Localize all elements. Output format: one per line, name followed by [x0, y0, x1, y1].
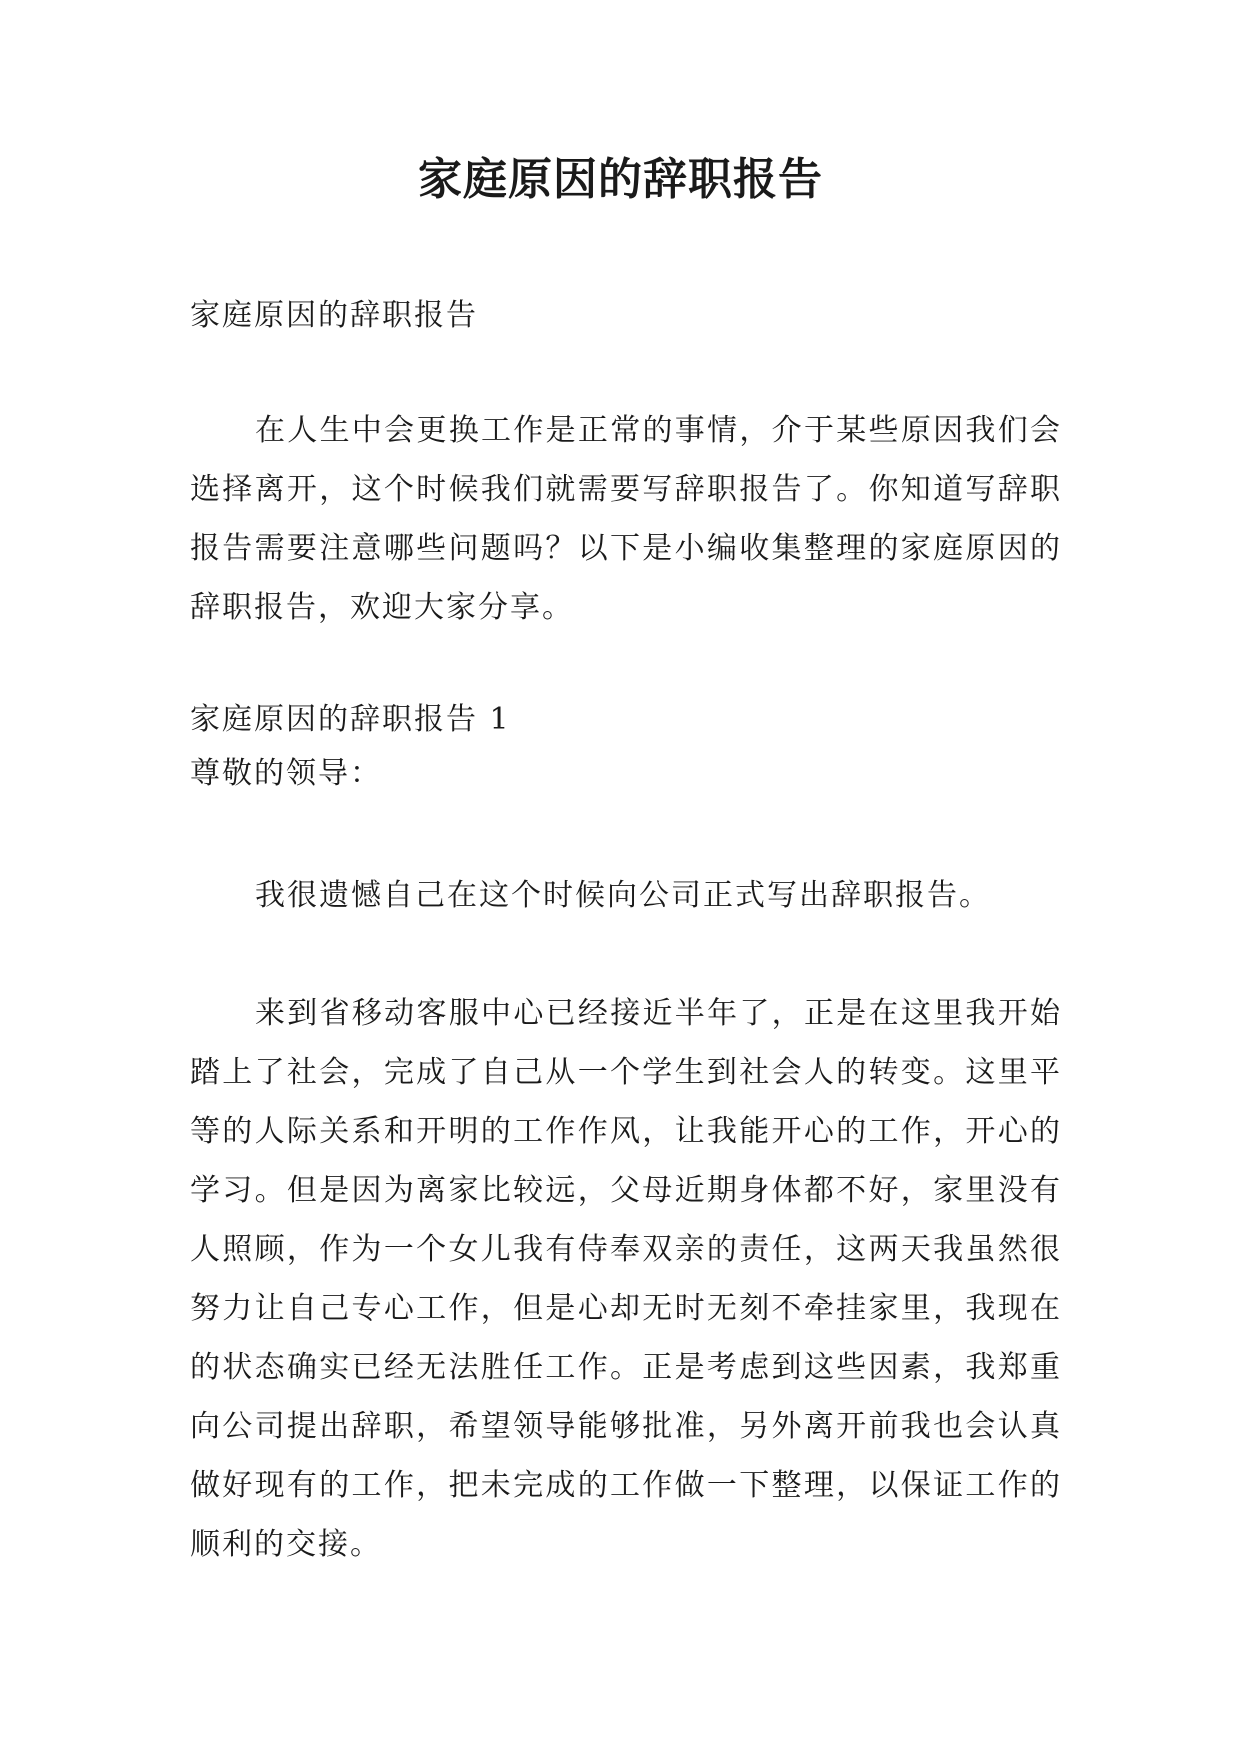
body-paragraph: 我很遗憾自己在这个时候向公司正式写出辞职报告。: [255, 878, 991, 913]
section-heading: 家庭原因的辞职报告 1: [190, 702, 511, 737]
document-title: 家庭原因的辞职报告: [418, 154, 823, 205]
body-paragraph: 来到省移动客服中心已经接近半年了，正是在这里我开始踏上了社会，完成了自己从一个学生到社会人的转变。这里平等的人际关系和开明的工作作风，让我能开心的工作，开心的学习。但是因为离家比较远，父母近期身体都不好，家里没有人照顾，作为一个女儿我有侍奉双亲的责任，这两天我虽然很努力让自己专心工作，但是心却无时无刻不牵挂家里，我现在的状态确实已经无法胜任工作。正是考虑到这些因素，我郑重向公司提出辞职，希望领导能够批准，另外离开前我也会认真做好现有的工作，把未完成的工作做一下整理，以保证工作的顺利的交接。: [190, 996, 1062, 1562]
intro-paragraph: 在人生中会更换工作是正常的事情，介于某些原因我们会选择离开，这个时候我们就需要写辞职报告了。你知道写辞职报告需要注意哪些问题吗？以下是小编收集整理的家庭原因的辞职报告，欢迎大家分享。: [190, 413, 1062, 625]
document-subtitle: 家庭原因的辞职报告: [190, 298, 478, 333]
salutation: 尊敬的领导：: [190, 756, 382, 791]
